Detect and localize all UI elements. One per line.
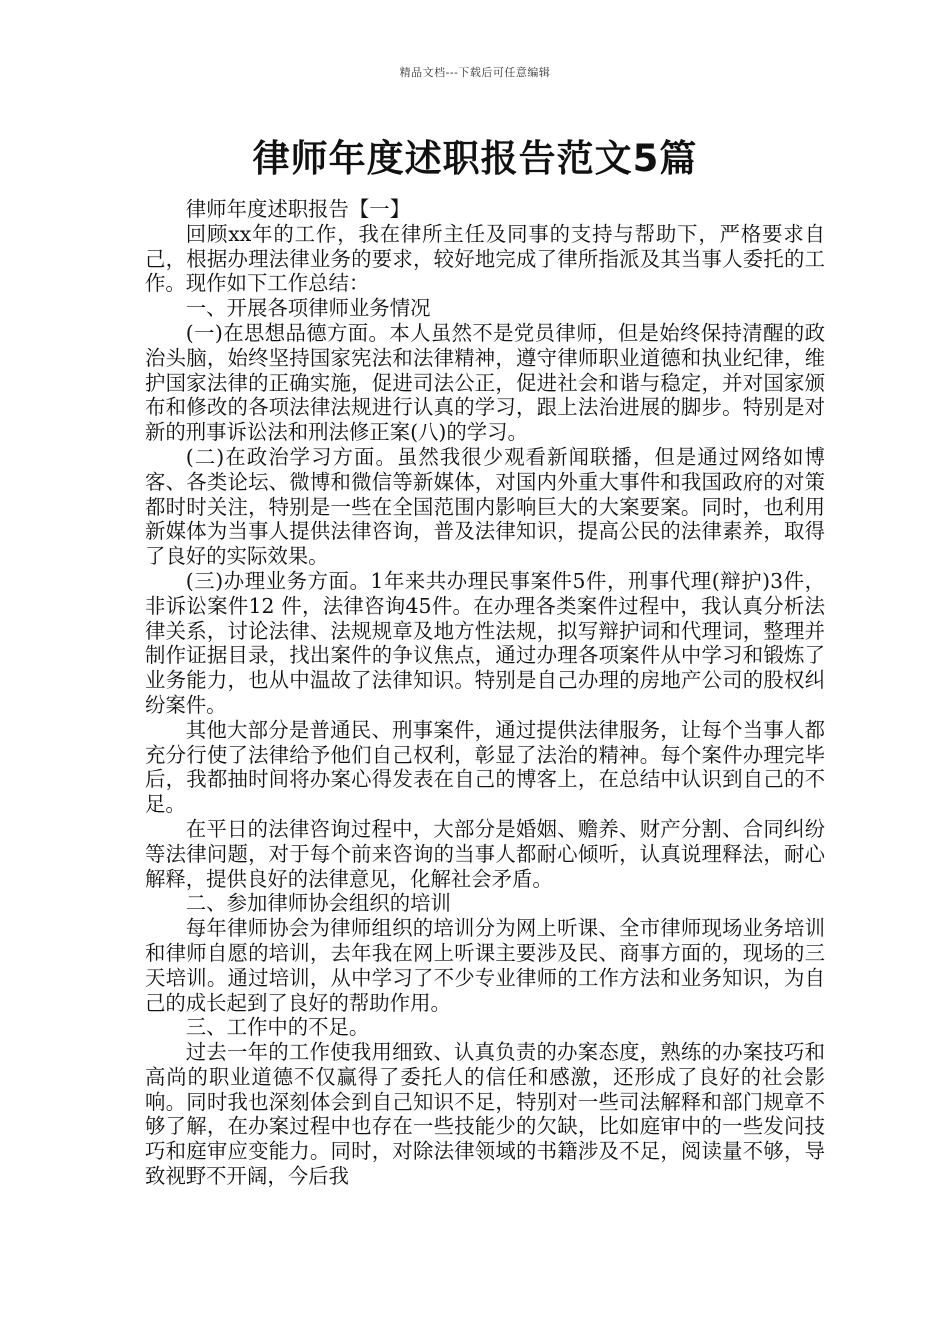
header-note: 精品文档---下载后可任意编辑	[399, 66, 551, 79]
section-heading: 二、参加律师协会组织的培训	[185, 891, 451, 916]
body-paragraph: 在平日的法律咨询过程中，大部分是婚姻、赡养、财产分割、合同纠纷等法律问题，对于每个前来咨询的当事人都耐心倾听，认真说理释法，耐心解释，提供良好的法律意见，化解社会矛盾。	[145, 816, 825, 891]
section-heading: 律师年度述职报告【一】	[185, 197, 411, 221]
body-paragraph: 每年律师协会为律师组织的培训分为网上听课、全市律师现场业务培训和律师自愿的培训，去年我在网上听课主要涉及民、商事方面的，现场的三天培训。通过培训，从中学习了不少专业律师的工作方法和业务知识，为自己的成长起到了良好的帮助作用。	[145, 916, 825, 1015]
body-paragraph: 过去一年的工作使我用细致、认真负责的办案态度，熟练的办案技巧和高尚的职业道德不仅赢得了委托人的信任和感激，还形成了良好的社会影响。同时我也深刻体会到自己知识不足，特别对一些司法解释和部门规章不够了解，在办案过程中也存在一些技能少的欠缺，比如庭审中的一些发问技巧和庭审应变能力。同时，对除法律领域的书籍涉及不足，阅读量不够，导致视野不开阔，今后我	[145, 1040, 825, 1189]
body-paragraph: 其他大部分是普通民、刑事案件，通过提供法律服务，让每个当事人都充分行使了法律给予他们自己权利，彰显了法治的精神。每个案件办理完毕后，我都抽时间将办案心得发表在自己的博客上，在总结中认识到自己的不足。	[145, 717, 825, 817]
body-paragraph: 回顾xx年的工作，我在律所主任及同事的支持与帮助下，严格要求自己，根据办理法律业务的要求，较好地完成了律所指派及其当事人委托的工作。现作如下工作总结：	[145, 221, 825, 296]
body-paragraph: (二)在政治学习方面。虽然我很少观看新闻联播，但是通过网络如博客、各类论坛、微博和微信等新媒体，对国内外重大事件和我国政府的对策都时时关注，特别是一些在全国范围内影响巨大的大案要案。同时，也利用新媒体为当事人提供法律咨询，普及法律知识，提高公民的法律素养，取得了良好的实际效果。	[145, 444, 825, 569]
section-heading: 三、工作中的不足。	[185, 1015, 370, 1040]
document-title: 律师年度述职报告范文5篇	[252, 137, 698, 180]
document-body	[145, 197, 825, 1189]
body-paragraph: (一)在思想品德方面。本人虽然不是党员律师，但是始终保持清醒的政治头脑，始终坚持国家宪法和法律精神，遵守律师职业道德和执业纪律，维护国家法律的正确实施，促进司法公正，促进社会和谐与稳定，并对国家颁布和修改的各项法律法规进行认真的学习，跟上法治进展的脚步。特别是对新的刑事诉讼法和刑法修正案(八)的学习。	[145, 320, 825, 445]
section-heading: 一、开展各项律师业务情况	[185, 296, 431, 321]
body-paragraph: (三)办理业务方面。1年来共办理民事案件5件，刑事代理(辩护)3件，非诉讼案件12 件，法律咨询45件。在办理各类案件过程中，我认真分析法律关系，讨论法律、法规规章及地方性法规，拟写辩护词和代理词，整理并制作证据目录，找出案件的争议焦点，通过办理各项案件从中学习和锻炼了业务能力，也从中温故了法律知识。特别是自己办理的房地产公司的股权纠纷案件。	[145, 568, 825, 717]
